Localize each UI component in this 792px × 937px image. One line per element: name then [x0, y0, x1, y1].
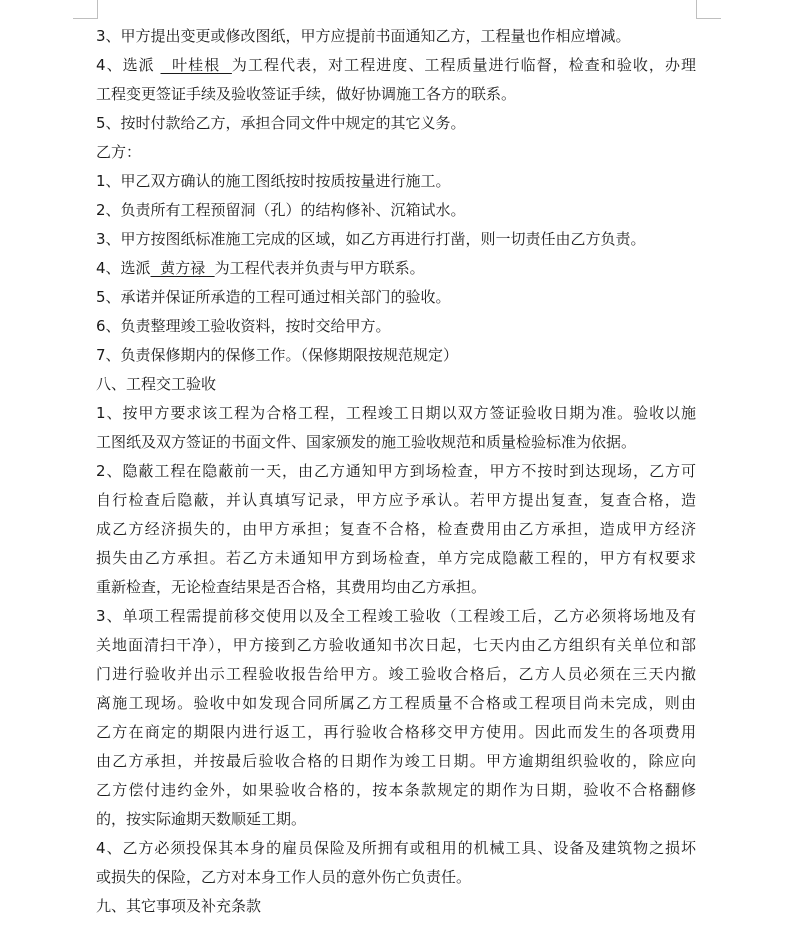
text-segment: 4、选派 — [96, 56, 161, 74]
text-line: 3、甲方按图纸标准施工完成的区域，如乙方再进行打凿，则一切责任由乙方负责。 — [96, 230, 646, 248]
text-segment: 为工程代表并负责与甲方联系。 — [214, 259, 425, 277]
text-line: 损失由乙方承担。若乙方未通知甲方到场检查，单方完成隐蔽工程的，甲方有权要求 — [96, 549, 696, 567]
text-line: 离施工现场。验收中如发现合同所属乙方工程质量不合格或工程项目尚未完成，则由 — [96, 694, 696, 712]
text-segment: 为工程代表，对工程进度、工程质量进行临督，检查和验收，办理 — [231, 56, 696, 74]
text-line: 1、按甲方要求该工程为合格工程，工程竣工日期以双方签证验收日期为准。验收以施 — [96, 404, 696, 422]
page-corner-mark-right — [696, 0, 721, 19]
text-line: 2、负责所有工程预留洞（孔）的结构修补、沉箱试水。 — [96, 201, 466, 219]
text-line: 或损失的保险，乙方对本身工作人员的意外伤亡负责任。 — [96, 868, 472, 886]
text-line: 4、乙方必须投保其本身的雇员保险及所拥有或租用的机械工具、设备及建筑物之损坏 — [96, 839, 696, 857]
text-line: 乙方偿付违约金外，如果验收合格的，按本条款规定的期作为日期，验收不合格翻修 — [96, 781, 696, 799]
text-line: 九、其它事项及补充条款 — [96, 897, 262, 915]
text-line: 1、甲乙双方确认的施工图纸按时按质按量进行施工。 — [96, 172, 451, 190]
text-line: 门进行验收并出示工程验收报告给甲方。竣工验收合格后，乙方人员必须在三天内撤 — [96, 665, 696, 683]
representative-name: 黄方禄 — [150, 259, 215, 277]
text-line: 乙方： — [96, 143, 142, 161]
text-line: 重新检查，无论检查结果是否合格，其费用均由乙方承担。 — [96, 578, 487, 596]
text-line: 3、单项工程需提前移交使用以及全工程竣工验收（工程竣工后，乙方必须将场地及有 — [96, 607, 696, 625]
text-line: 由乙方承担，并按最后验收合格的日期作为竣工日期。甲方逾期组织验收的，除应向 — [96, 752, 696, 770]
text-line: 乙方在商定的期限内进行返工，再行验收合格移交甲方使用。因此而发生的各项费用 — [96, 723, 696, 741]
text-line: 3、甲方提出变更或修改图纸，甲方应提前书面通知乙方，工程量也作相应增减。 — [96, 27, 631, 45]
text-line: 2、隐蔽工程在隐蔽前一天，由乙方通知甲方到场检查，甲方不按时到达现场，乙方可 — [96, 462, 696, 480]
text-line: 成乙方经济损失的，由甲方承担；复查不合格，检查费用由乙方承担，造成甲方经济 — [96, 520, 696, 538]
text-line: 6、负责整理竣工验收资料，按时交给甲方。 — [96, 317, 391, 335]
page-corner-mark-left — [73, 0, 98, 19]
text-line — [96, 51, 696, 80]
text-line: 5、按时付款给乙方，承担合同文件中规定的其它义务。 — [96, 114, 466, 132]
text-line: 自行检查后隐蔽，并认真填写记录，甲方应予承认。若甲方提出复查，复查合格，造 — [96, 491, 696, 509]
representative-name: 叶桂根 — [160, 56, 232, 74]
text-line: 八、工程交工验收 — [96, 375, 217, 393]
text-line: 工图纸及双方签证的书面文件、国家颁发的施工验收规范和质量检验标准为依据。 — [96, 433, 637, 451]
text-line: 的，按实际逾期天数顺延工期。 — [96, 810, 307, 828]
text-line: 关地面清扫干净），甲方接到乙方验收通知书次日起，七天内由乙方组织有关单位和部 — [96, 636, 696, 654]
text-line: 5、承诺并保证所承造的工程可通过相关部门的验收。 — [96, 288, 451, 306]
text-segment: 4、选派 — [96, 259, 151, 277]
text-line: 工程变更签证手续及验收签证手续，做好协调施工各方的联系。 — [96, 85, 517, 103]
text-line: 7、负责保修期内的保修工作。（保修期限按规范规定） — [96, 346, 459, 364]
text-line — [96, 254, 696, 283]
